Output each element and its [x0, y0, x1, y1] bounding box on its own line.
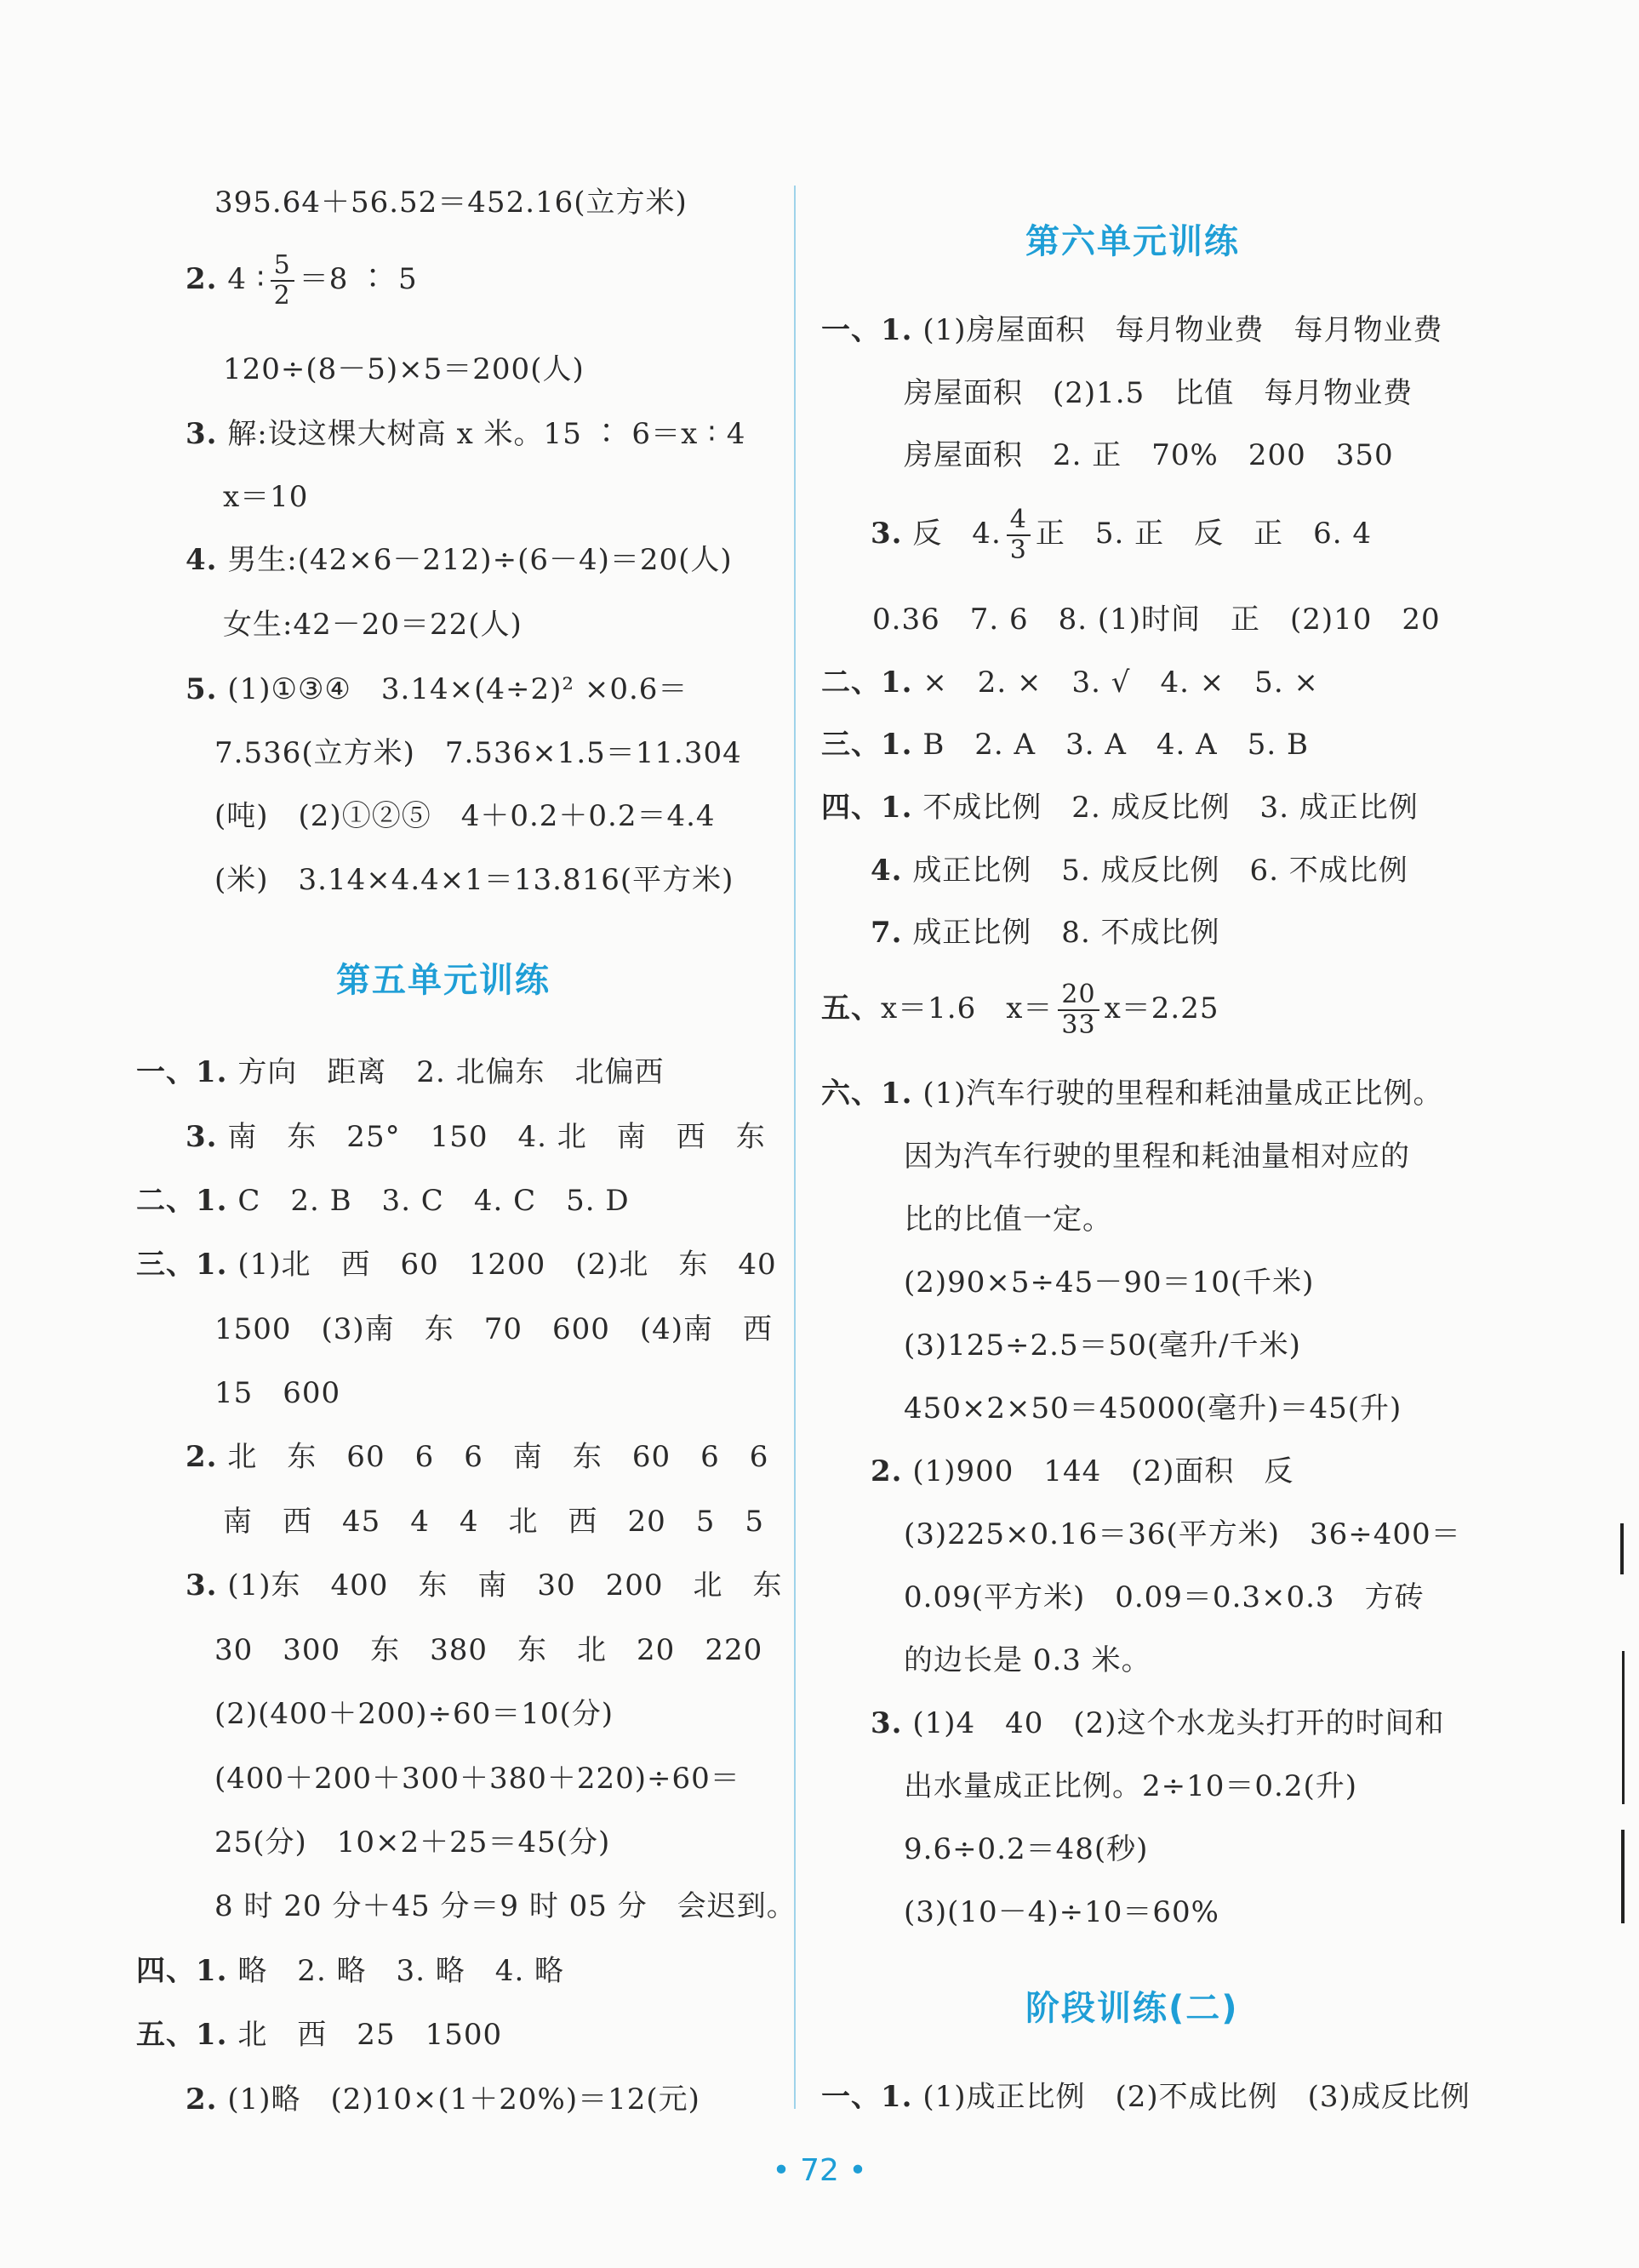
answer-line: (400＋200＋300＋380＋220)÷60＝ — [214, 1762, 740, 1796]
answer-line: (3)(10－4)÷10＝60% — [904, 1895, 1219, 1929]
section-title-unit6: 第六单元训练 — [1025, 222, 1240, 261]
answer-line: 2. (1)略 (2)10×(1＋20%)＝12(元) — [186, 2082, 700, 2117]
answer-line: 一、1. 方向 距离 2. 北偏东 北偏西 — [136, 1055, 665, 1089]
answer-line: 8 时 20 分＋45 分＝9 时 05 分 会迟到。 — [214, 1889, 797, 1923]
answer-line: (3)125÷2.5＝50(毫升/千米) — [904, 1328, 1301, 1363]
answer-line: 南 西 45 4 4 北 西 20 5 5 — [223, 1505, 765, 1539]
answer-line: 五、1. 北 西 25 1500 — [136, 2018, 503, 2052]
fraction: $\frac{20}{33}$ — [1058, 980, 1099, 1040]
page-number: • 72 • — [772, 2153, 867, 2188]
answer-line: 3. 反 4. $\frac{4}{3}$ 正 5. 正 反 正 6. 4 — [871, 505, 1372, 565]
answer-line: 5. (1)①③④ 3.14×(4÷2)² ×0.6＝ — [186, 672, 688, 706]
section-title-unit5: 第五单元训练 — [336, 961, 551, 1000]
scan-edge-mark — [1621, 1830, 1625, 1923]
answer-line: 一、1. (1)成正比例 (2)不成比例 (3)成反比例 — [821, 2080, 1471, 2114]
answer-line: 7.536(立方米) 7.536×1.5＝11.304 — [214, 736, 742, 770]
answer-line: 9.6÷0.2＝48(秒) — [904, 1832, 1149, 1866]
answer-line: 女生:42－20＝22(人) — [223, 608, 523, 642]
answer-line: 395.64＋56.52＝452.16(立方米) — [214, 186, 688, 220]
answer-line: 3. (1)东 400 东 南 30 200 北 东 — [186, 1568, 783, 1602]
answer-line: 3. (1)4 40 (2)这个水龙头打开的时间和 — [871, 1706, 1445, 1740]
answer-line: 2. 4 ∶ $\frac{5}{2}$ ＝8 ∶ 5 — [186, 250, 418, 311]
fraction: $\frac{5}{2}$ — [271, 251, 294, 311]
answer-line: 7. 成正比例 8. 不成比例 — [871, 916, 1220, 950]
scan-edge-mark — [1622, 1651, 1625, 1804]
scan-edge-mark — [1620, 1523, 1624, 1574]
answer-line: (3)225×0.16＝36(平方米) 36÷400＝ — [904, 1517, 1461, 1551]
answer-line: (2)(400＋200)÷60＝10(分) — [214, 1697, 614, 1731]
answer-line: 2. 北 东 60 6 6 南 东 60 6 6 — [186, 1440, 769, 1474]
answer-line: 4. 成正比例 5. 成反比例 6. 不成比例 — [871, 854, 1408, 888]
answer-line: 的边长是 0.3 米。 — [904, 1643, 1151, 1677]
answer-line: x＝10 — [223, 480, 309, 514]
answer-line: 因为汽车行驶的里程和耗油量相对应的 — [904, 1140, 1410, 1174]
answer-line: 0.36 7. 6 8. (1)时间 正 (2)10 20 — [872, 603, 1441, 637]
answer-line: (2)90×5÷45－90＝10(千米) — [904, 1265, 1315, 1300]
answer-line: (米) 3.14×4.4×1＝13.816(平方米) — [214, 863, 734, 897]
answer-line: 二、1. × 2. × 3. √ 4. × 5. × — [821, 666, 1319, 700]
answer-line: 三、1. (1)北 西 60 1200 (2)北 东 40 — [136, 1248, 777, 1282]
answer-line: 六、1. (1)汽车行驶的里程和耗油量成正比例。 — [821, 1077, 1443, 1111]
answer-line: 四、1. 不成比例 2. 成反比例 3. 成正比例 — [821, 791, 1419, 825]
answer-line: 25(分) 10×2＋25＝45(分) — [214, 1825, 611, 1860]
column-divider — [794, 186, 796, 2109]
answer-line: 房屋面积 2. 正 70% 200 350 — [904, 438, 1394, 472]
answer-line: 2. (1)900 144 (2)面积 反 — [871, 1454, 1294, 1488]
answer-line: 比的比值一定。 — [904, 1203, 1112, 1237]
answer-line: 房屋面积 (2)1.5 比值 每月物业费 — [904, 376, 1413, 410]
answer-line: 15 600 — [214, 1376, 341, 1410]
answer-line: 120÷(8－5)×5＝200(人) — [223, 352, 585, 386]
answer-line: 4. 男生:(42×6－212)÷(6－4)＝20(人) — [186, 543, 733, 577]
answer-line: 0.09(平方米) 0.09＝0.3×0.3 方砖 — [904, 1580, 1425, 1614]
answer-line: 二、1. C 2. B 3. C 4. C 5. D — [136, 1184, 630, 1218]
answer-line: 3. 解:设这棵大树高 x 米。15 ∶ 6＝x ∶ 4 — [186, 417, 746, 451]
answer-line: 出水量成正比例。2÷10＝0.2(升) — [904, 1769, 1357, 1803]
answer-line: 3. 南 东 25° 150 4. 北 南 西 东 — [186, 1120, 766, 1154]
answer-line: 四、1. 略 2. 略 3. 略 4. 略 — [136, 1954, 565, 1988]
fraction: $\frac{4}{3}$ — [1007, 506, 1031, 565]
answer-line: 五、x＝1.6 x＝ $\frac{20}{33}$ x＝2.25 — [821, 980, 1219, 1040]
answer-line: 450×2×50＝45000(毫升)＝45(升) — [904, 1391, 1402, 1425]
answer-line: 三、1. B 2. A 3. A 4. A 5. B — [821, 728, 1309, 762]
answer-line: (吨) (2)①②⑤ 4＋0.2＋0.2＝4.4 — [214, 799, 716, 833]
answer-line: 一、1. (1)房屋面积 每月物业费 每月物业费 — [821, 313, 1443, 347]
answer-line: 1500 (3)南 东 70 600 (4)南 西 — [214, 1312, 774, 1346]
section-title-stage2: 阶段训练(二) — [1025, 1989, 1239, 2028]
answer-line: 30 300 东 380 东 北 20 220 — [214, 1633, 763, 1667]
